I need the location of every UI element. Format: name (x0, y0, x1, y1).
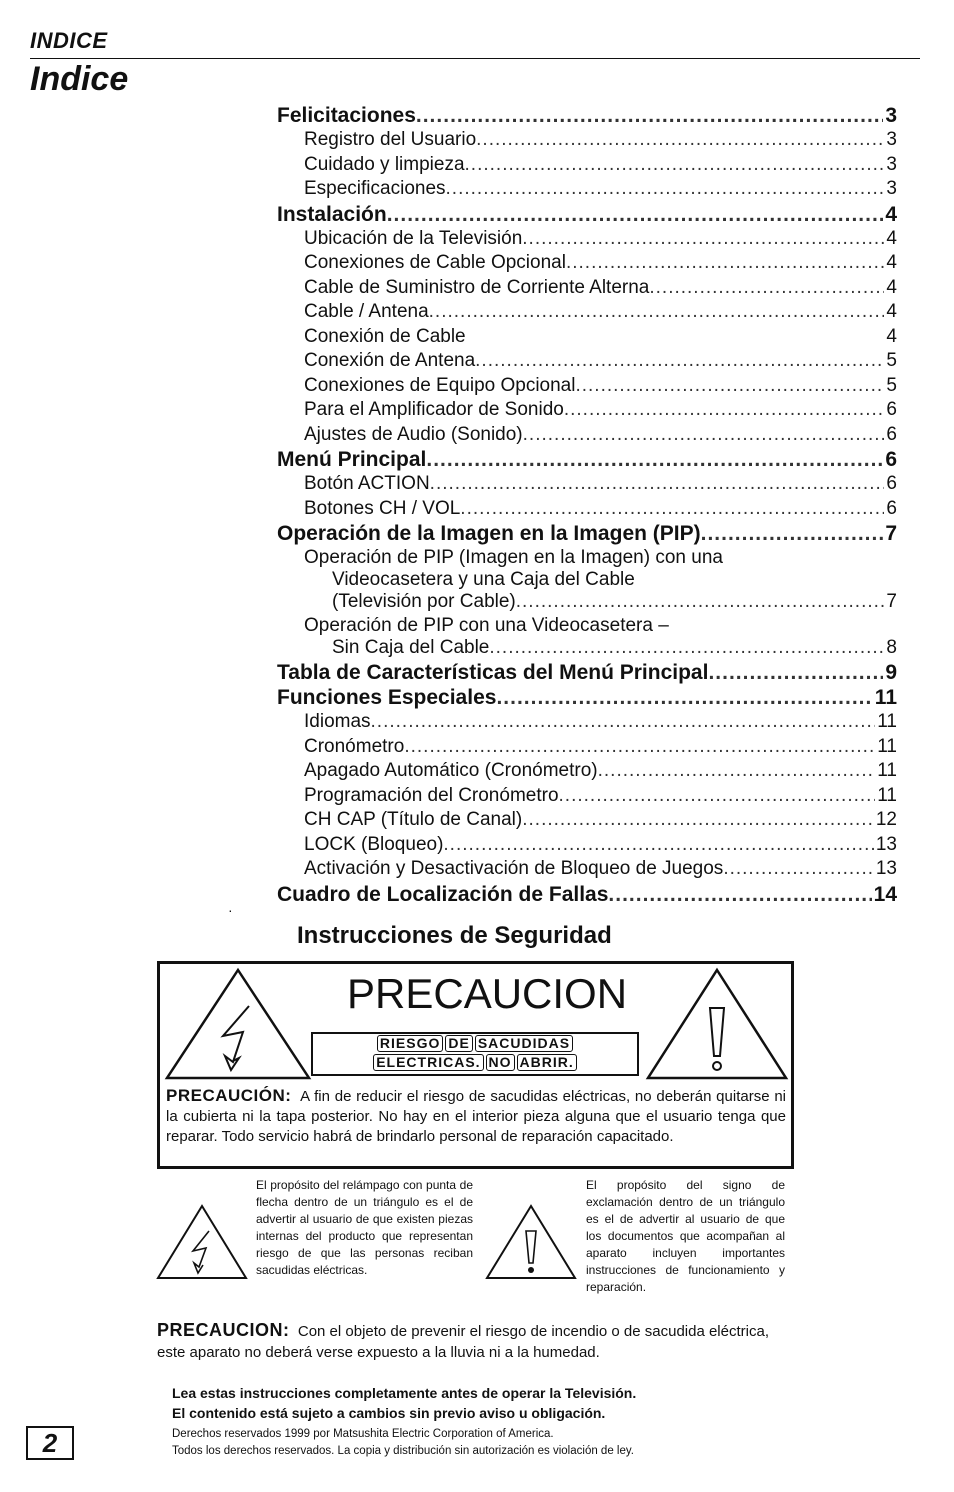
toc-entry-label: Botones CH / VOL (304, 497, 461, 519)
toc-entry-label: CH CAP (Título de Canal) (304, 809, 523, 830)
header-rule (30, 58, 920, 59)
toc-entry (277, 154, 897, 179)
toc-entry-label: Cable de Suministro de Corriente Alterna (304, 276, 650, 298)
toc-entry-label: LOCK (Bloqueo) (304, 833, 444, 855)
toc-entry (277, 686, 897, 711)
safety-title: Instrucciones de Seguridad (297, 922, 612, 949)
toc-entry-label: Conexión de Cable (304, 325, 466, 347)
toc-entry (277, 178, 897, 203)
note-line-1: Lea estas instrucciones completamente antes de operar la Televisión. (172, 1385, 637, 1401)
toc-entry-page: 11 (874, 686, 897, 709)
toc-entry-page: 9 (885, 661, 897, 684)
page-title: Indice (30, 60, 129, 98)
toc-entry (277, 252, 897, 277)
toc-entry (277, 424, 897, 449)
toc-entry-label: Activación y Desactivación de Bloqueo de Juegos (304, 858, 724, 879)
toc-entry-label: Felicitaciones (277, 104, 416, 127)
instructions-note (172, 1383, 636, 1423)
toc-entry-label: Cuidado y limpieza (304, 153, 465, 175)
toc-entry-label: Apagado Automático (Cronómetro) (304, 760, 598, 781)
toc-entry-page: 11 (877, 711, 897, 732)
toc-leader-dots (426, 448, 883, 472)
toc-leader-dots (443, 834, 873, 856)
warning-paragraph (166, 1086, 786, 1147)
risk-word: ELECTRICAS. (373, 1054, 483, 1071)
toc-entry-label: Especificaciones (304, 178, 446, 199)
small-lightning-triangle-icon (155, 1203, 249, 1281)
toc-leader-dots (465, 154, 885, 176)
toc-entry-label: Ubicación de la Televisión (304, 227, 523, 249)
toc-leader-dots (522, 809, 874, 831)
toc-entry (277, 547, 897, 569)
toc-leader-dots (523, 424, 885, 446)
toc-entry-page: 7 (885, 522, 897, 545)
toc-entry (277, 883, 897, 908)
toc-entry (277, 104, 897, 129)
risk-word: NO (486, 1054, 515, 1071)
toc-entry-page: 5 (886, 350, 897, 371)
toc-leader-dots (559, 785, 876, 807)
toc-leader-dots (404, 736, 875, 758)
copyright (172, 1426, 634, 1460)
toc-entry-page: 13 (875, 858, 897, 879)
toc-entry-label: Cronómetro (304, 735, 405, 757)
toc-entry (277, 615, 897, 637)
stray-dot: · (228, 902, 233, 918)
toc-entry-page: 3 (886, 178, 897, 199)
toc-leader-dots (496, 686, 872, 710)
toc-entry (277, 448, 897, 473)
toc-entry-page: 14 (873, 882, 897, 906)
toc-entry-page: 4 (885, 202, 897, 226)
toc-entry-label: Operación de PIP con una Videocasetera – (304, 615, 669, 636)
toc-entry-label: Sin Caja del Cable (332, 637, 490, 658)
toc-leader-dots (489, 637, 884, 659)
toc-entry-page: 6 (886, 473, 897, 494)
toc-entry-page: 7 (886, 591, 897, 612)
copyright-line-2: Todos los derechos reservados. La copia y distribución sin autorización es violación de ley. (172, 1445, 634, 1457)
toc-entry-page: 4 (886, 252, 897, 273)
toc-entry (277, 228, 897, 253)
toc-entry (277, 785, 897, 810)
toc-entry-page: 11 (877, 784, 897, 806)
toc-entry-label: Videocasetera y una Caja del Cable (332, 569, 635, 590)
toc-leader-dots (701, 522, 884, 546)
toc-entry-page: 3 (886, 129, 897, 150)
toc-entry (277, 129, 897, 154)
toc-leader-dots (371, 711, 876, 733)
toc-leader-dots (476, 129, 884, 151)
table-of-contents (277, 104, 897, 908)
toc-entry (277, 736, 897, 761)
toc-entry-label: (Televisión por Cable) (332, 591, 516, 612)
toc-entry-page: 4 (886, 301, 897, 322)
page-number: 2 (26, 1426, 74, 1460)
toc-entry-page: 4 (886, 276, 897, 298)
warning-label: PRECAUCIÓN: (166, 1086, 292, 1105)
risk-word: ABRIR. (517, 1054, 577, 1071)
copyright-line-1: Derechos reservados 1999 por Matsushita Electric Corporation of America. (172, 1428, 554, 1440)
toc-leader-dots (598, 760, 876, 782)
toc-leader-dots (475, 350, 884, 372)
exclamation-explanation: El propósito del signo de exclamación dentro de un triángulo es el de advertir al usuario de que los documentos que acompañan al aparato incluyen importantes instrucciones de funcionamiento y reparación. (586, 1178, 785, 1294)
toc-entry (277, 661, 897, 686)
toc-entry-page: 4 (886, 227, 897, 249)
toc-entry-page: 6 (885, 448, 897, 471)
toc-entry-label: Instalación (277, 202, 387, 226)
toc-leader-dots (460, 498, 884, 520)
toc-entry (277, 591, 897, 615)
toc-leader-dots (416, 104, 883, 128)
toc-entry (277, 203, 897, 228)
toc-entry (277, 375, 897, 400)
toc-entry-label: Conexiones de Equipo Opcional (304, 374, 576, 396)
warning-heading: PRECAUCION (347, 970, 628, 1017)
lightning-triangle-icon (163, 966, 313, 1084)
toc-entry-label: Operación de la Imagen en la Imagen (PIP) (277, 522, 701, 545)
toc-entry-label: Funciones Especiales (277, 686, 497, 709)
toc-leader-dots (446, 178, 885, 200)
toc-entry-page: 6 (886, 423, 897, 445)
toc-entry (277, 711, 897, 736)
toc-entry-page: 5 (886, 374, 897, 396)
toc-leader-dots (608, 883, 871, 907)
toc-entry-label: Registro del Usuario (304, 129, 477, 150)
toc-leader-dots (575, 375, 884, 397)
lightning-explanation: El propósito del relámpago con punta de flecha dentro de un triángulo es el de advertir al usuario de que existen piezas internas del producto que representan riesgo de que las personas reciban sacudidas eléctricas. (256, 1178, 473, 1277)
toc-entry-label: Conexión de Antena (304, 350, 476, 371)
toc-entry-page: 6 (886, 497, 897, 519)
toc-entry-page: 11 (877, 760, 897, 781)
toc-entry (277, 834, 897, 859)
note-line-2: El contenido está sujeto a cambios sin previo aviso u obligación. (172, 1405, 606, 1421)
caution-label: PRECAUCION: (157, 1320, 290, 1340)
small-exclamation-triangle-icon (484, 1203, 578, 1281)
toc-entry-label: Programación del Cronómetro (304, 784, 559, 806)
toc-entry-page: 4 (886, 325, 897, 347)
section-header: INDICE (30, 28, 108, 53)
toc-leader-dots (649, 277, 884, 299)
risk-word: RIESGO (377, 1035, 443, 1052)
toc-entry (277, 473, 897, 498)
toc-entry-page: 13 (875, 833, 897, 855)
toc-leader-dots (387, 203, 884, 227)
toc-entry-page: 6 (886, 399, 897, 420)
toc-entry (277, 569, 897, 591)
toc-entry-page: 8 (886, 637, 897, 658)
toc-entry (277, 498, 897, 523)
toc-entry (277, 809, 897, 834)
toc-entry-label: Menú Principal (277, 448, 427, 471)
toc-entry-label: Operación de PIP (Imagen en la Imagen) con una (304, 547, 723, 568)
exclamation-triangle-icon (644, 966, 790, 1084)
toc-leader-dots (564, 399, 885, 421)
toc-leader-dots (708, 661, 883, 685)
toc-entry-label: Ajustes de Audio (Sonido) (304, 423, 523, 445)
toc-entry-page: 11 (877, 735, 897, 757)
caution-paragraph (157, 1320, 797, 1363)
toc-entry-page: 3 (885, 104, 897, 127)
toc-entry (277, 522, 897, 547)
toc-entry-label: Cable / Antena (304, 301, 429, 322)
toc-entry-page: 12 (875, 809, 897, 830)
toc-entry-label: Idiomas (304, 711, 371, 732)
toc-entry (277, 350, 897, 375)
toc-leader-dots (723, 858, 874, 880)
toc-entry (277, 301, 897, 326)
toc-leader-dots (430, 473, 885, 495)
toc-entry-label: Tabla de Características del Menú Principal (277, 661, 709, 684)
toc-entry-label: Botón ACTION (304, 473, 430, 494)
toc-entry (277, 637, 897, 661)
toc-entry-label: Conexiones de Cable Opcional (304, 252, 566, 273)
toc-entry-label: Para el Amplificador de Sonido (304, 399, 564, 420)
toc-entry (277, 760, 897, 785)
toc-entry (277, 858, 897, 883)
toc-entry (277, 399, 897, 424)
toc-leader-dots (522, 228, 884, 250)
toc-leader-dots (566, 252, 884, 274)
risk-label (311, 1032, 639, 1076)
toc-leader-dots (429, 301, 885, 323)
warning-text: A fin de reducir el riesgo de sacudidas eléctricas, no deberán quitarse ni la cubierta ni la tapa posterior. No hay en el interior pieza alguna que el usuario tenga que reparar. Todo servicio habrá de brindarlo personal de reparación capacitado. (166, 1088, 786, 1145)
risk-word: DE (445, 1035, 472, 1052)
toc-entry-label: Cuadro de Localización de Fallas (277, 882, 609, 906)
toc-leader-dots (516, 591, 885, 613)
risk-word: SACUDIDAS (475, 1035, 573, 1052)
toc-entry-page: 3 (886, 153, 897, 175)
toc-entry (277, 277, 897, 302)
caution-text: Con el objeto de prevenir el riesgo de incendio o de sacudida eléctrica, este aparato no deberá verse expuesto a la lluvia ni a la humedad. (157, 1323, 769, 1361)
toc-entry (277, 326, 897, 351)
